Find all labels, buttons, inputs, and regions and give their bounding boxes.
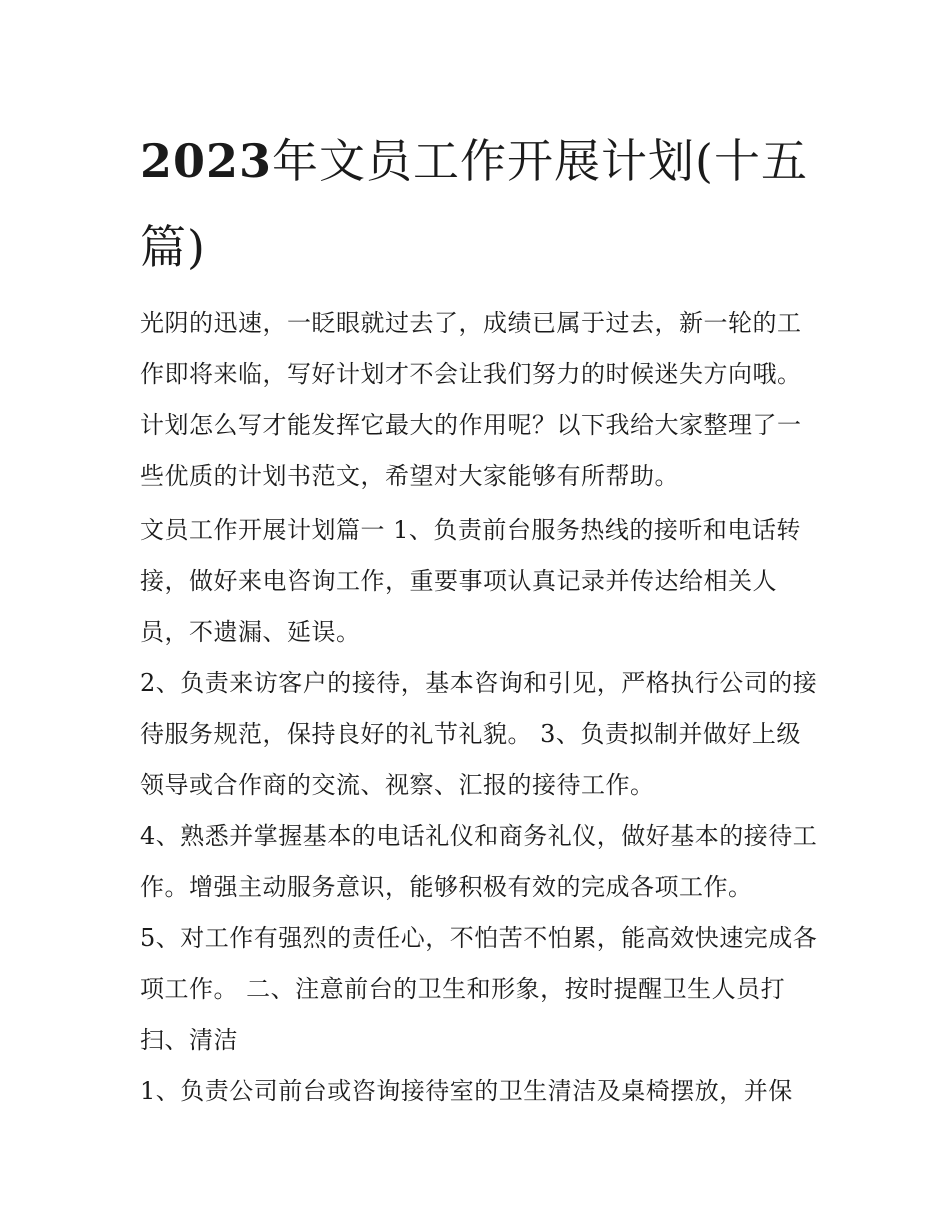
document-title [140,118,820,290]
intro-paragraph: 光阴的迅速，一眨眼就过去了，成绩已属于过去，新一轮的工作即将来临，写好计划才不会让我们努力的时候迷失方向哦。计划怎么写才能发挥它最大的作用呢？以下我给大家整理了一些优质的计划书范文，希望对大家能够有所帮助。 [140,309,802,490]
body-paragraph-3: 4、熟悉并掌握基本的电话礼仪和商务礼仪，做好基本的接待工作。增强主动服务意识，能够积极有效的完成各项工作。 [140,822,818,901]
title-year: 2023 [140,134,273,188]
body-paragraph-1: 文员工作开展计划篇一 1、负责前台服务热线的接听和电话转接，做好来电咨询工作，重要事项认真记录并传达给相关人员，不遗漏、延误。 [140,516,801,646]
body-paragraph-5: 1、负责公司前台或咨询接待室的卫生清洁及桌椅摆放，并保 [140,1077,793,1105]
body-paragraph-4: 5、对工作有强烈的责任心，不怕苦不怕累，能高效快速完成各项工作。 二、注意前台的卫生和形象，按时提醒卫生人员打扫、清洁 [140,924,818,1054]
body-paragraph-2: 2、负责来访客户的接待，基本咨询和引见，严格执行公司的接待服务规范，保持良好的礼节礼貌。 3、负责拟制并做好上级领导或合作商的交流、视察、汇报的接待工作。 [140,669,818,799]
title-text: 年文员工作开展计划(十五篇) [140,134,808,274]
document-page [140,118,820,1117]
